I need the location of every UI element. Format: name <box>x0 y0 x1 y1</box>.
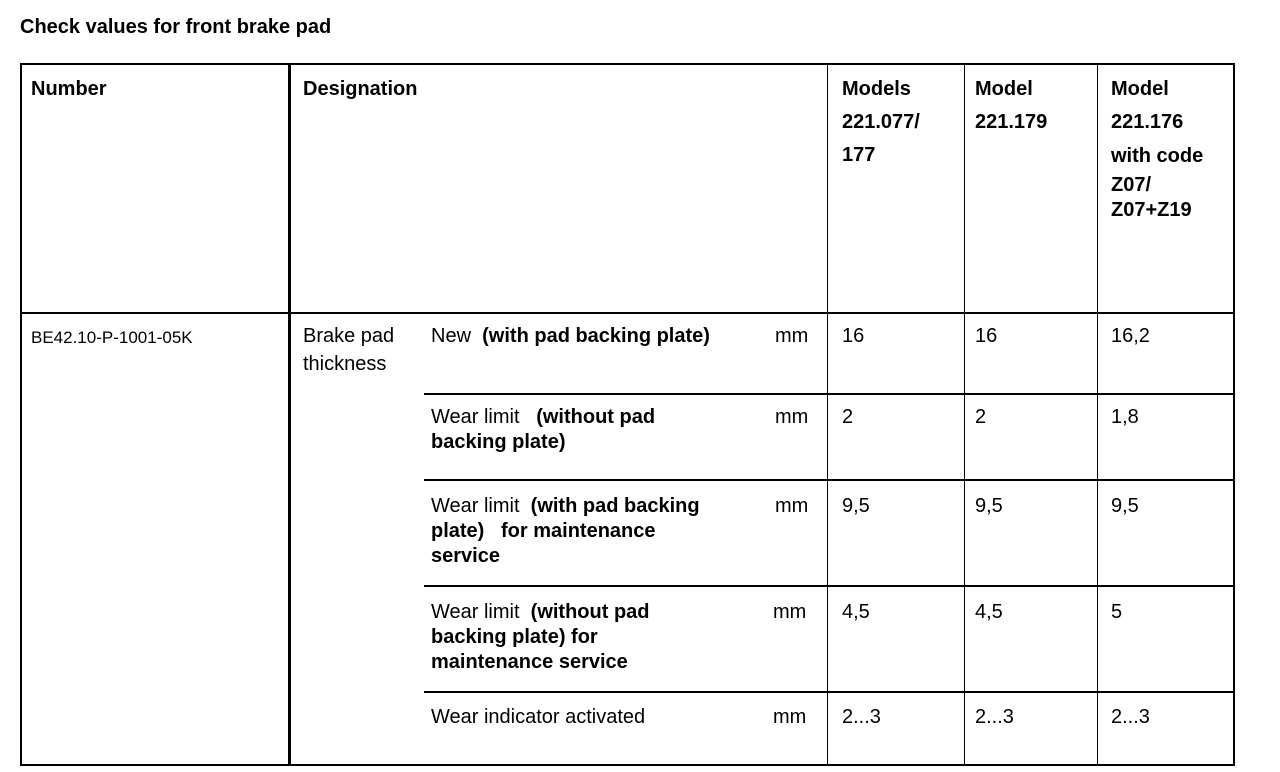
row-wear-limit-maint-with-value-col3: 9,5 <box>1111 495 1139 517</box>
header-divider <box>20 312 1235 314</box>
row-wear-limit-value-col1: 2 <box>842 406 854 428</box>
row-wear-limit-maint-without-value-col1: 4,5 <box>842 601 870 623</box>
row-divider <box>424 585 1235 587</box>
row-divider <box>424 691 1235 693</box>
document-title: Check values for front brake pad <box>20 16 332 38</box>
header-model-col2: Model 221.179 <box>975 78 1048 133</box>
row-wear-limit-value-col3: 1,8 <box>1111 406 1139 428</box>
header-model-col3: Model 221.176 with code Z07/ Z07+Z19 <box>1111 78 1204 221</box>
column-divider <box>1097 64 1098 765</box>
row-wear-limit-unit: mm <box>775 406 809 428</box>
row-wear-limit-maint-with-unit: mm <box>775 495 809 517</box>
row-wear-limit-maint-without-label: Wear limit (without pad backing plate) for maintenance service <box>431 601 650 673</box>
row-wear-indicator-label: Wear indicator activated <box>431 706 646 728</box>
row-new-label: New (with pad backing plate) <box>431 325 710 347</box>
row-new-unit: mm <box>775 325 809 347</box>
row-wear-limit-maint-with-value-col2: 9,5 <box>975 495 1003 517</box>
row-new-value-col1: 16 <box>842 325 865 347</box>
row-wear-limit-maint-with-label: Wear limit (with pad backing plate) for maintenance service <box>431 495 700 567</box>
row-wear-limit-maint-with-value-col1: 9,5 <box>842 495 870 517</box>
row-new-value-col2: 16 <box>975 325 998 347</box>
row-wear-limit-label: Wear limit (without pad backing plate) <box>431 406 656 453</box>
row-wear-limit-value-col2: 2 <box>975 406 987 428</box>
row-wear-indicator-value-col1: 2...3 <box>842 706 881 728</box>
designation-line-1: Brake pad <box>303 325 395 347</box>
row-wear-limit-maint-without-value-col2: 4,5 <box>975 601 1003 623</box>
designation-line-2: thickness <box>303 353 387 375</box>
row-wear-indicator-value-col2: 2...3 <box>975 706 1014 728</box>
row-divider <box>424 479 1235 481</box>
row-wear-indicator-unit: mm <box>773 706 807 728</box>
row-wear-limit-maint-without-unit: mm <box>773 601 807 623</box>
row-wear-limit-maint-without-value-col3: 5 <box>1111 601 1123 623</box>
part-number: BE42.10-P-1001-05K <box>31 328 193 347</box>
column-divider <box>964 64 965 765</box>
header-number: Number <box>31 78 107 100</box>
row-divider <box>424 393 1235 395</box>
header-models-col1: Models 221.077/ 177 <box>842 78 920 166</box>
column-divider <box>827 64 828 765</box>
row-wear-indicator-value-col3: 2...3 <box>1111 706 1150 728</box>
column-divider <box>288 64 291 765</box>
row-new-value-col3: 16,2 <box>1111 325 1150 347</box>
header-designation: Designation <box>303 78 418 100</box>
